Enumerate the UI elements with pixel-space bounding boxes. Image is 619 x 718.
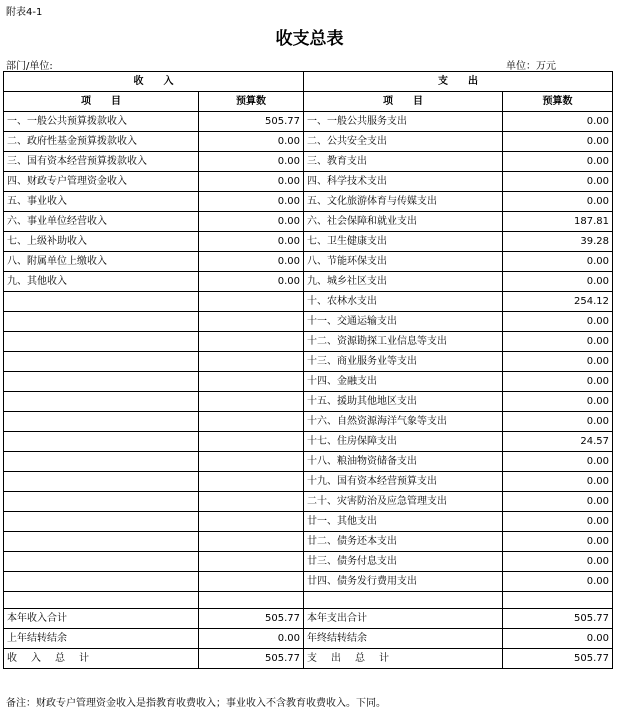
section-header-row bbox=[4, 72, 613, 92]
footnote: 备注：财政专户管理资金收入是指教育收费收入；事业收入不含教育收费收入。下同。 bbox=[6, 698, 386, 709]
income-value bbox=[199, 292, 304, 312]
expense-value: 0.00 bbox=[503, 352, 613, 372]
column-header-row bbox=[4, 92, 613, 112]
expense-item: 廿三、债务付息支出 bbox=[304, 552, 503, 572]
income-item: 五、事业收入 bbox=[4, 192, 199, 212]
expense-item: 一、一般公共服务支出 bbox=[304, 112, 503, 132]
expense-item-header: 项 目 bbox=[304, 92, 503, 112]
table-row bbox=[4, 372, 613, 392]
expense-item: 七、卫生健康支出 bbox=[304, 232, 503, 252]
income-item bbox=[4, 572, 199, 592]
expense-item: 十四、金融支出 bbox=[304, 372, 503, 392]
dept-label: 部门/单位: bbox=[6, 61, 53, 72]
expense-item: 九、城乡社区支出 bbox=[304, 272, 503, 292]
income-item bbox=[4, 312, 199, 332]
empty-cell bbox=[4, 592, 199, 609]
income-item bbox=[4, 492, 199, 512]
expense-value: 0.00 bbox=[503, 532, 613, 552]
expense-value: 0.00 bbox=[503, 312, 613, 332]
income-item: 七、上级补助收入 bbox=[4, 232, 199, 252]
income-item bbox=[4, 292, 199, 312]
table-row bbox=[4, 352, 613, 372]
income-value: 0.00 bbox=[199, 212, 304, 232]
expense-item: 二、公共安全支出 bbox=[304, 132, 503, 152]
expense-item: 十三、商业服务业等支出 bbox=[304, 352, 503, 372]
income-item bbox=[4, 512, 199, 532]
total-row bbox=[4, 609, 613, 629]
table-row bbox=[4, 312, 613, 332]
expense-header: 支 出 bbox=[304, 72, 613, 92]
income-item: 九、其他收入 bbox=[4, 272, 199, 292]
expense-value: 0.00 bbox=[503, 412, 613, 432]
table-row bbox=[4, 512, 613, 532]
expense-value: 0.00 bbox=[503, 152, 613, 172]
income-value: 0.00 bbox=[199, 272, 304, 292]
table-row bbox=[4, 232, 613, 252]
expense-value: 0.00 bbox=[503, 572, 613, 592]
income-value: 0.00 bbox=[199, 132, 304, 152]
income-budget-header: 预算数 bbox=[199, 92, 304, 112]
expense-value: 0.00 bbox=[503, 552, 613, 572]
table-row bbox=[4, 292, 613, 312]
income-value bbox=[199, 312, 304, 332]
expense-item: 廿四、债务发行费用支出 bbox=[304, 572, 503, 592]
expense-item: 十六、自然资源海洋气象等支出 bbox=[304, 412, 503, 432]
income-item: 六、事业单位经营收入 bbox=[4, 212, 199, 232]
table-row bbox=[4, 532, 613, 552]
expense-value: 0.00 bbox=[503, 452, 613, 472]
income-item: 四、财政专户管理资金收入 bbox=[4, 172, 199, 192]
table-row bbox=[4, 432, 613, 452]
expense-value: 0.00 bbox=[503, 472, 613, 492]
income-item-header: 项 目 bbox=[4, 92, 199, 112]
expense-item: 十、农林水支出 bbox=[304, 292, 503, 312]
expense-total-label: 年终结转结余 bbox=[304, 629, 503, 649]
expense-value: 0.00 bbox=[503, 512, 613, 532]
expense-item: 四、科学技术支出 bbox=[304, 172, 503, 192]
table-row bbox=[4, 452, 613, 472]
expense-item: 廿二、债务还本支出 bbox=[304, 532, 503, 552]
expense-total-value: 0.00 bbox=[503, 629, 613, 649]
budget-table bbox=[3, 71, 613, 669]
income-value: 505.77 bbox=[199, 112, 304, 132]
expense-value: 0.00 bbox=[503, 192, 613, 212]
expense-budget-header: 预算数 bbox=[503, 92, 613, 112]
expense-item: 十五、援助其他地区支出 bbox=[304, 392, 503, 412]
income-value bbox=[199, 372, 304, 392]
expense-value: 24.57 bbox=[503, 432, 613, 452]
income-value bbox=[199, 452, 304, 472]
income-item bbox=[4, 552, 199, 572]
expense-total-label: 支出总计 bbox=[304, 649, 503, 669]
table-row bbox=[4, 492, 613, 512]
table-row bbox=[4, 112, 613, 132]
expense-item: 十七、住房保障支出 bbox=[304, 432, 503, 452]
empty-cell bbox=[304, 592, 503, 609]
expense-value: 187.81 bbox=[503, 212, 613, 232]
expense-value: 0.00 bbox=[503, 372, 613, 392]
income-value bbox=[199, 392, 304, 412]
expense-value: 0.00 bbox=[503, 112, 613, 132]
income-header: 收 入 bbox=[4, 72, 304, 92]
income-value bbox=[199, 512, 304, 532]
income-item bbox=[4, 352, 199, 372]
table-row bbox=[4, 172, 613, 192]
expense-total-label: 本年支出合计 bbox=[304, 609, 503, 629]
table-row bbox=[4, 412, 613, 432]
page-title: 收支总表 bbox=[275, 29, 344, 49]
income-value bbox=[199, 572, 304, 592]
expense-item: 三、教育支出 bbox=[304, 152, 503, 172]
income-value bbox=[199, 472, 304, 492]
income-value: 0.00 bbox=[199, 252, 304, 272]
income-item bbox=[4, 452, 199, 472]
income-value bbox=[199, 332, 304, 352]
table-row bbox=[4, 192, 613, 212]
expense-item: 八、节能环保支出 bbox=[304, 252, 503, 272]
expense-value: 0.00 bbox=[503, 492, 613, 512]
income-total-value: 505.77 bbox=[199, 609, 304, 629]
expense-value: 0.00 bbox=[503, 132, 613, 152]
expense-item: 十二、资源勘探工业信息等支出 bbox=[304, 332, 503, 352]
expense-item: 六、社会保障和就业支出 bbox=[304, 212, 503, 232]
table-row bbox=[4, 212, 613, 232]
income-item: 三、国有资本经营预算拨款收入 bbox=[4, 152, 199, 172]
expense-value: 0.00 bbox=[503, 252, 613, 272]
income-item bbox=[4, 432, 199, 452]
expense-item: 十九、国有资本经营预算支出 bbox=[304, 472, 503, 492]
income-total-value: 0.00 bbox=[199, 629, 304, 649]
income-value: 0.00 bbox=[199, 172, 304, 192]
income-item bbox=[4, 392, 199, 412]
table-row bbox=[4, 332, 613, 352]
income-value bbox=[199, 532, 304, 552]
empty-cell bbox=[503, 592, 613, 609]
income-item: 一、一般公共预算拨款收入 bbox=[4, 112, 199, 132]
expense-total-value: 505.77 bbox=[503, 609, 613, 629]
income-value bbox=[199, 412, 304, 432]
income-total-value: 505.77 bbox=[199, 649, 304, 669]
income-item bbox=[4, 372, 199, 392]
table-row bbox=[4, 252, 613, 272]
income-value bbox=[199, 492, 304, 512]
income-item bbox=[4, 472, 199, 492]
income-value bbox=[199, 352, 304, 372]
total-row bbox=[4, 649, 613, 669]
annex-label: 附表4-1 bbox=[6, 7, 43, 18]
table-row bbox=[4, 272, 613, 292]
expense-item: 十一、交通运输支出 bbox=[304, 312, 503, 332]
expense-item: 五、文化旅游体育与传媒支出 bbox=[304, 192, 503, 212]
table-row bbox=[4, 572, 613, 592]
income-item: 二、政府性基金预算拨款收入 bbox=[4, 132, 199, 152]
income-item bbox=[4, 332, 199, 352]
table-row bbox=[4, 472, 613, 492]
table-row bbox=[4, 152, 613, 172]
expense-total-value: 505.77 bbox=[503, 649, 613, 669]
expense-value: 0.00 bbox=[503, 392, 613, 412]
expense-value: 39.28 bbox=[503, 232, 613, 252]
income-item bbox=[4, 412, 199, 432]
income-total-label: 本年收入合计 bbox=[4, 609, 199, 629]
unit-label: 单位：万元 bbox=[506, 61, 556, 72]
table-row bbox=[4, 392, 613, 412]
expense-value: 0.00 bbox=[503, 172, 613, 192]
income-item: 八、附属单位上缴收入 bbox=[4, 252, 199, 272]
expense-value: 0.00 bbox=[503, 272, 613, 292]
income-value: 0.00 bbox=[199, 152, 304, 172]
expense-value: 0.00 bbox=[503, 332, 613, 352]
income-item bbox=[4, 532, 199, 552]
spacer-row bbox=[4, 592, 613, 609]
income-total-label: 收入总计 bbox=[4, 649, 199, 669]
income-value: 0.00 bbox=[199, 232, 304, 252]
expense-item: 十八、粮油物资储备支出 bbox=[304, 452, 503, 472]
income-total-label: 上年结转结余 bbox=[4, 629, 199, 649]
income-value bbox=[199, 552, 304, 572]
expense-item: 廿一、其他支出 bbox=[304, 512, 503, 532]
expense-item: 二十、灾害防治及应急管理支出 bbox=[304, 492, 503, 512]
income-value bbox=[199, 432, 304, 452]
total-row bbox=[4, 629, 613, 649]
table-row bbox=[4, 132, 613, 152]
income-value: 0.00 bbox=[199, 192, 304, 212]
expense-value: 254.12 bbox=[503, 292, 613, 312]
table-row bbox=[4, 552, 613, 572]
empty-cell bbox=[199, 592, 304, 609]
